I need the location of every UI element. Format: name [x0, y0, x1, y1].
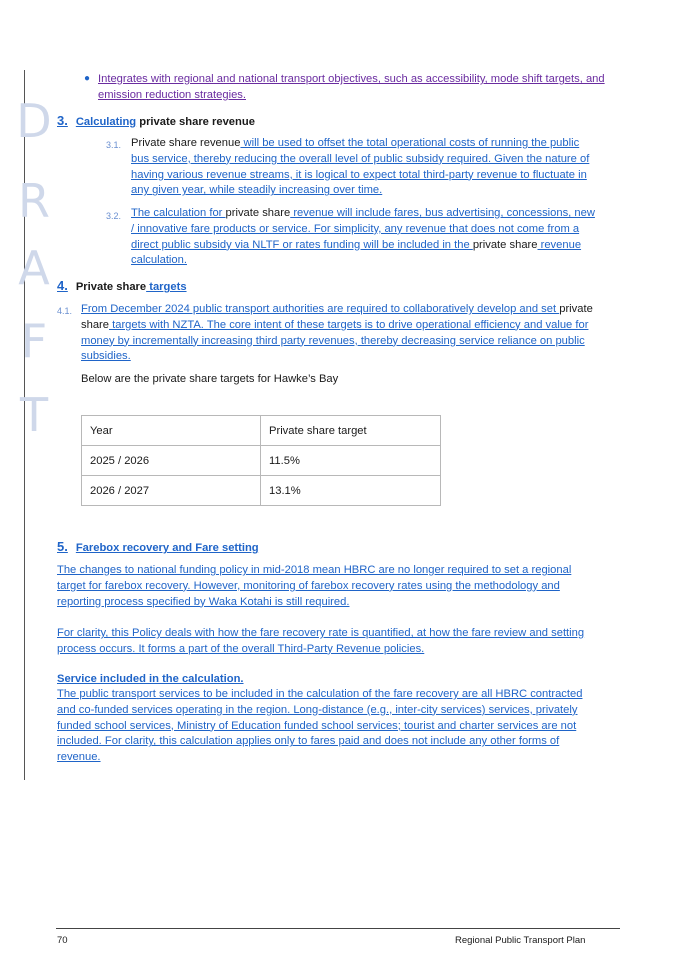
heading-blue-part: targets	[146, 281, 187, 293]
text-line: will be used to offset the total operational costs of running the public	[240, 137, 580, 149]
text-line: revenue.	[57, 751, 101, 764]
paragraph-3-1	[131, 136, 589, 199]
text-line: process occurs. It forms a part of the overall Third-Party Revenue policies.	[57, 642, 425, 655]
subheading-service-included: Service included in the calculation.	[57, 673, 244, 685]
bullet-marker: ●	[84, 73, 91, 84]
lead-text: Private share revenue	[131, 137, 241, 149]
table-row	[82, 476, 441, 506]
footer-document-title: Regional Public Transport Plan	[455, 935, 586, 946]
private-share-table	[81, 415, 441, 506]
text-part: private	[559, 303, 593, 315]
text-line: money by incrementally increasing third party revenues, thereby decreasing service reliance on public	[81, 334, 585, 347]
heading-title: Farebox recovery and Fare setting	[75, 542, 259, 554]
text-part: From December 2024 public transport authorities are required to collaboratively develop and set	[81, 303, 560, 315]
table-row	[82, 446, 441, 476]
text-line: For clarity, this Policy deals with how the fare recovery rate is quantified, at how the fare review and setting	[57, 627, 585, 639]
subsection-number: 4.1.	[57, 306, 73, 316]
paragraph-5-3	[57, 687, 582, 766]
footer-rule	[56, 928, 620, 929]
text-part: targets with NZTA. The core intent of these targets is to drive operational efficiency and value for	[109, 318, 589, 331]
heading-blue-part: Calculating	[75, 116, 137, 128]
text-line: / innovative fare products or service. For simplicity, any revenue that does not come from a	[131, 222, 580, 235]
section-number: 5.	[57, 539, 68, 554]
heading-black-part: private share revenue	[136, 116, 255, 128]
heading-black-part: Private share	[75, 281, 147, 293]
text-line: The changes to national funding policy in mid-2018 mean HBRC are no longer required to set a regional	[57, 564, 572, 576]
text-line: bus service, thereby reducing the overall level of public subsidy required. Given the nature of	[131, 152, 590, 165]
table-cell: 13.1%	[261, 476, 441, 506]
text-line: reporting process specified by Waka Kotahi is still required.	[57, 595, 350, 608]
text-line: and co-funded services operating in the region. Long-distance (e.g., inter-city services) services, privately	[57, 703, 578, 716]
paragraph-5-2	[57, 626, 584, 658]
text-part: revenue will include fares, bus advertising, concessions, new	[290, 207, 595, 219]
table-cell: 2026 / 2027	[82, 476, 261, 506]
text-line: calculation.	[131, 254, 187, 267]
page-number: 70	[57, 935, 68, 946]
section-5-heading	[57, 539, 259, 554]
paragraph-5-1	[57, 563, 571, 610]
text-part: private share	[225, 207, 291, 219]
bullet-text: Integrates with regional and national transport objectives, such as accessibility, mode shift targets, and emission reduction strategies.	[98, 73, 605, 101]
draft-watermark-letter: T	[19, 388, 49, 442]
text-line: funded school services, Ministry of Education funded school services; tourist and charter services are not	[57, 719, 577, 732]
draft-watermark-letter: F	[20, 314, 48, 368]
table-header-cell: Year	[82, 416, 261, 446]
table-header-cell: Private share target	[261, 416, 441, 446]
paragraph-4-1	[81, 302, 593, 365]
draft-watermark-letter: A	[18, 241, 50, 295]
table-cell: 11.5%	[261, 446, 441, 476]
section-number: 3.	[57, 113, 68, 128]
section-3-heading	[57, 113, 255, 128]
table-cell: 2025 / 2026	[82, 446, 261, 476]
text-line: subsidies.	[81, 350, 131, 363]
text-line: The public transport services to be included in the calculation of the fare recovery are all HBRC contracted	[57, 688, 583, 700]
draft-watermark-letter: R	[18, 174, 50, 228]
table-intro: Below are the private share targets for Hawke’s Bay	[81, 373, 339, 385]
text-part: private share	[472, 238, 538, 251]
subsection-number: 3.1.	[106, 140, 122, 150]
draft-watermark-letter: D	[16, 94, 52, 148]
text-line: included. For clarity, this calculation applies only to fares paid and does not include any other forms of	[57, 735, 560, 748]
text-line: any given year, while steadily increasing over time.	[131, 184, 383, 197]
text-part: share	[81, 318, 109, 331]
text-line: having various revenue streams, it is logical to expect total third-party revenue to fluctuate in	[131, 168, 587, 181]
section-number: 4.	[57, 278, 68, 293]
subsection-number: 3.2.	[106, 211, 122, 221]
text-line: target for farebox recovery. However, monitoring of farebox recovery rates using the methodology and	[57, 579, 560, 592]
section-4-heading	[57, 278, 187, 293]
table-header-row	[82, 416, 441, 446]
text-part: The calculation for	[131, 207, 226, 219]
paragraph-3-2	[131, 206, 595, 269]
text-part: direct public subsidy via NLTF or rates funding will be included in the	[131, 238, 473, 251]
text-part: revenue	[537, 238, 582, 251]
